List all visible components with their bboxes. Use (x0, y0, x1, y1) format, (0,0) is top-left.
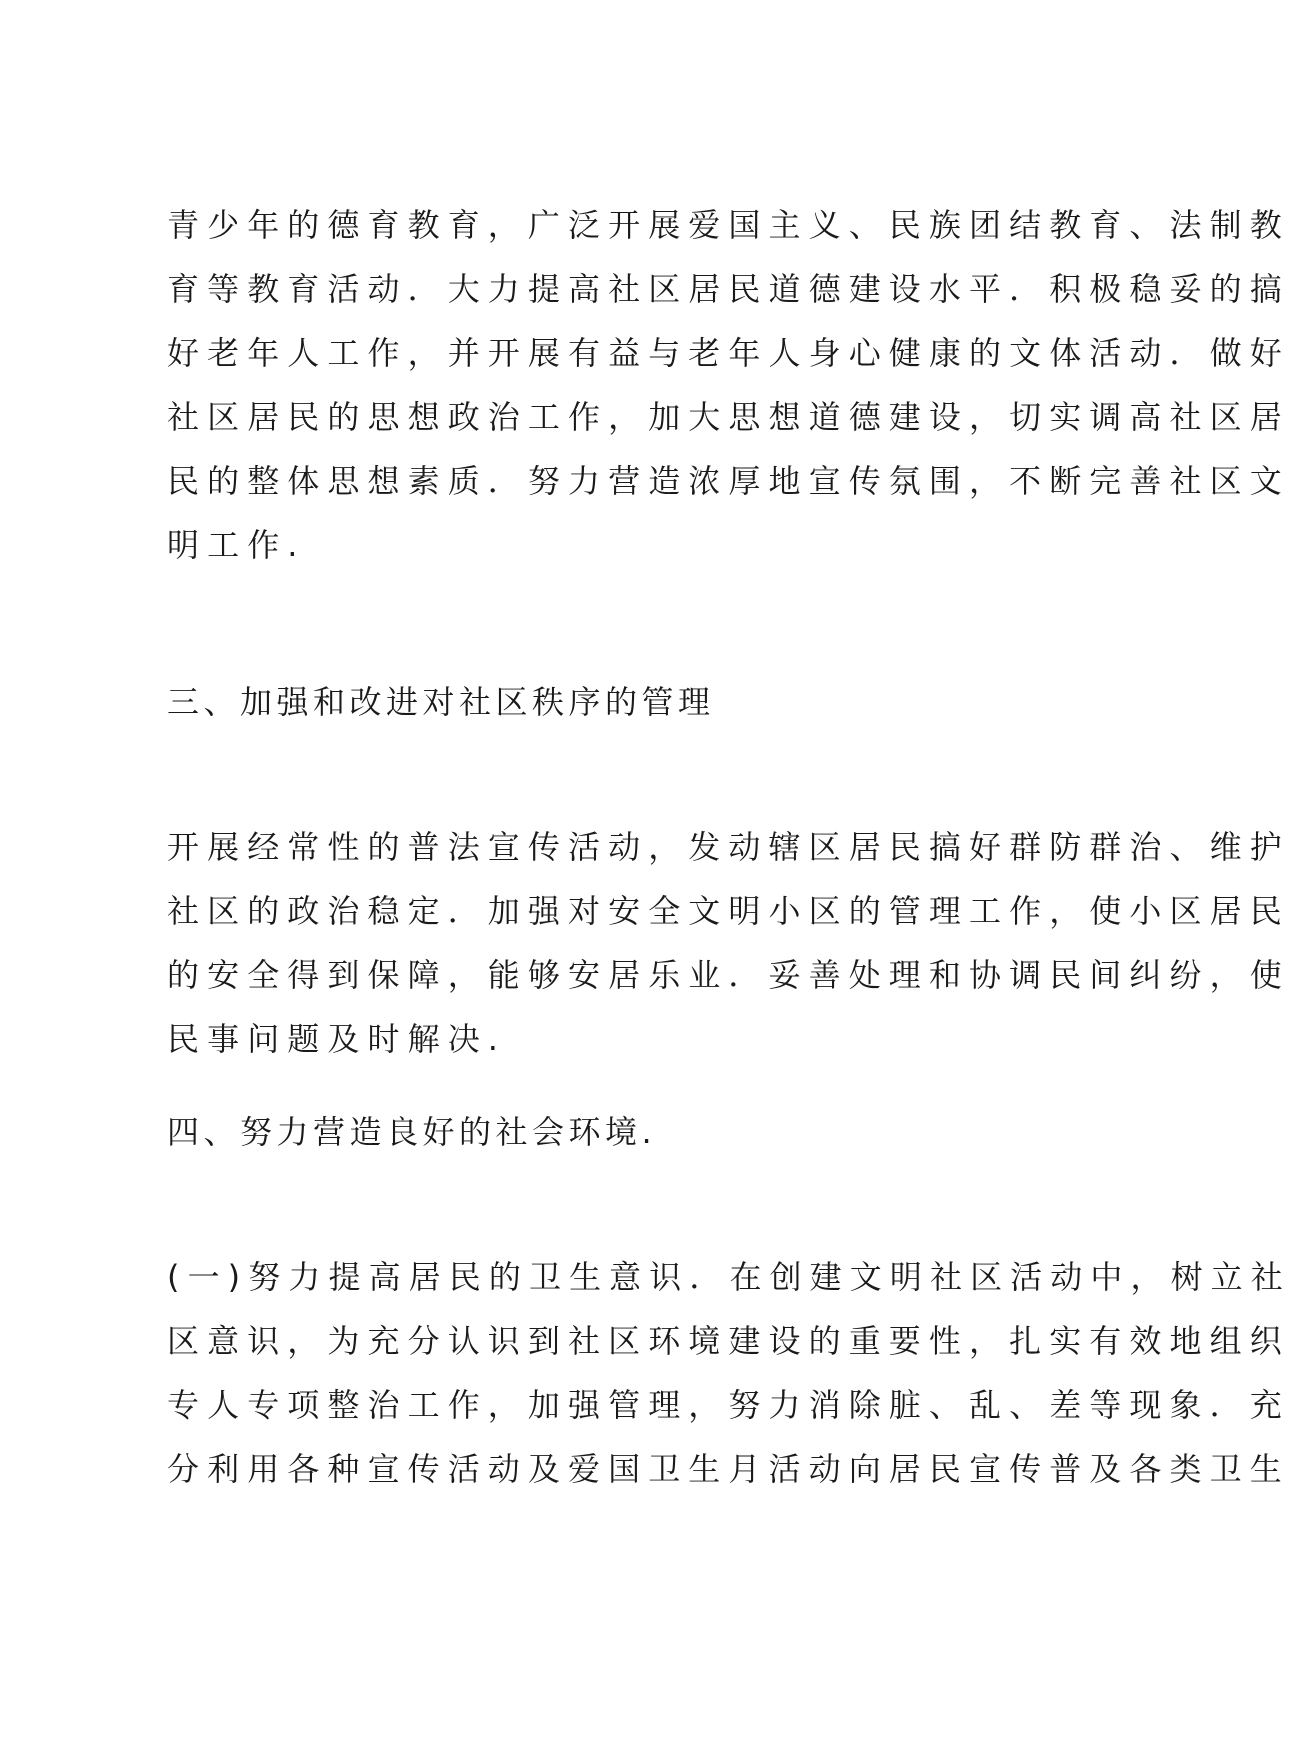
text-line: 的安全得到保障，能够安居乐业．妥善处理和协调民间纠纷，使 (167, 956, 1290, 994)
text-line: 明工作. (167, 526, 306, 564)
text-line: 开展经常性的普法宣传活动，发动辖区居民搞好群防群治、维护 (167, 828, 1290, 866)
section-heading-text: 四、努力营造良好的社会环境. (167, 1113, 657, 1151)
text-line: 育等教育活动．大力提高社区居民道德建设水平．积极稳妥的搞 (167, 270, 1290, 308)
text-line: 区意识，为充分认识到社区环境建设的重要性，扎实有效地组织 (167, 1322, 1290, 1360)
text-line: 社区的政治稳定．加强对安全文明小区的管理工作，使小区居民 (167, 892, 1290, 930)
section-heading-order-management (167, 670, 1092, 734)
section-heading-social-environment (167, 1100, 1092, 1164)
paragraph-hygiene-awareness (167, 1245, 1291, 1501)
paragraph-moral-education (167, 193, 1290, 577)
text-line: (一)努力提高居民的卫生意识．在创建文明社区活动中，树立社 (167, 1258, 1291, 1296)
text-line: 民事问题及时解决. (167, 1020, 507, 1058)
document-page (167, 0, 1291, 1754)
section-heading-text: 三、加强和改进对社区秩序的管理 (167, 683, 715, 721)
text-line: 专人专项整治工作，加强管理，努力消除脏、乱、差等现象．充 (167, 1386, 1290, 1424)
text-line: 好老年人工作，并开展有益与老年人身心健康的文体活动．做好 (167, 334, 1290, 372)
text-line: 青少年的德育教育，广泛开展爱国主义、民族团结教育、法制教 (167, 206, 1290, 244)
text-line: 社区居民的思想政治工作，加大思想道德建设，切实调高社区居 (167, 398, 1290, 436)
text-line: 分利用各种宣传活动及爱国卫生月活动向居民宣传普及各类卫生 (167, 1450, 1290, 1488)
paragraph-legal-publicity (167, 815, 1290, 1071)
text-line: 民的整体思想素质．努力营造浓厚地宣传氛围，不断完善社区文 (167, 462, 1290, 500)
